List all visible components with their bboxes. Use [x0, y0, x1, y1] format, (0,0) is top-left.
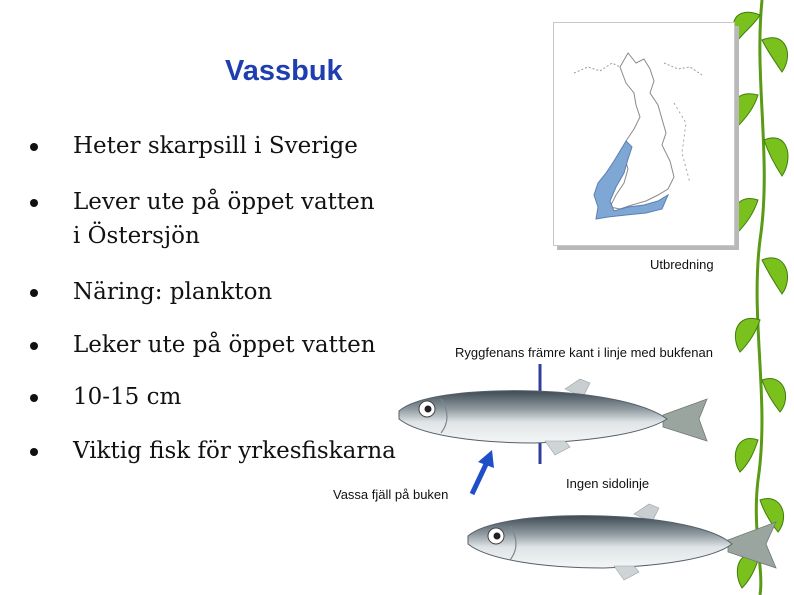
dorsal-fin-caption: Ryggfenans främre kant i linje med bukfenan: [455, 345, 713, 360]
bullet-dot-icon: [30, 448, 38, 456]
bullet-item: [28, 275, 428, 309]
fish-icon: [464, 500, 784, 590]
bullet-dot-icon: [30, 143, 38, 151]
bullet-dot-icon: [30, 342, 38, 350]
distribution-map: [553, 22, 735, 246]
arrow-up-icon: [464, 448, 504, 500]
bullet-item: [28, 434, 428, 468]
bullet-dot-icon: [30, 289, 38, 297]
bullet-text: Näring: plankton: [73, 279, 273, 305]
lateral-line-caption: Ingen sidolinje: [566, 476, 650, 491]
bullet-dot-icon: [30, 394, 38, 402]
bullet-text: Viktig fisk för yrkesfiskarna: [73, 438, 396, 464]
bullet-item: [28, 185, 388, 253]
bullet-text: 10-15 cm: [73, 384, 182, 410]
scales-caption: Vassa fjäll på buken: [333, 487, 449, 502]
bullet-text: Heter skarpsill i Sverige: [73, 133, 358, 159]
fish-icon: [395, 375, 715, 465]
map-caption: Utbredning: [650, 257, 714, 272]
bullet-text: Leker ute på öppet vatten: [73, 332, 376, 358]
bullet-dot-icon: [30, 199, 38, 207]
bullet-item: [28, 129, 428, 163]
slide-title: Vassbuk: [225, 55, 343, 87]
bullet-item: [28, 380, 428, 414]
bullet-item: [28, 328, 428, 362]
bullet-text: Lever ute på öppet vatten i Östersjön: [73, 189, 375, 249]
finland-map-icon: [554, 23, 734, 245]
